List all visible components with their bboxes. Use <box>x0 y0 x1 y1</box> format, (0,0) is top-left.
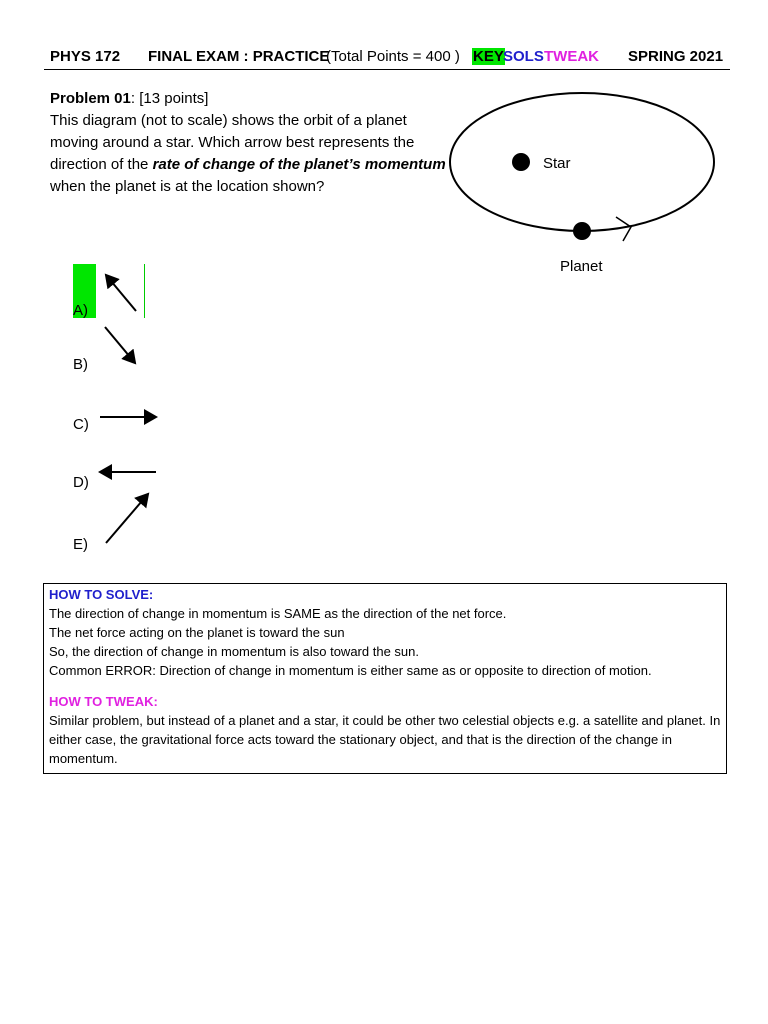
solve-line: So, the direction of change in momentum is also toward the sun. <box>49 644 419 659</box>
answer-choices <box>60 255 200 565</box>
spacer <box>49 680 721 692</box>
how-to-tweak-heading: HOW TO TWEAK: <box>49 694 158 709</box>
problem-points: : [13 points] <box>130 90 209 107</box>
star-dot <box>512 153 530 171</box>
key-tag: KEY <box>473 48 504 65</box>
course-code: PHYS 172 <box>50 48 121 65</box>
total-points: (Total Points = 400 ) <box>326 48 460 65</box>
problem-text-2: when the planet is at the location shown? <box>50 178 325 195</box>
how-to-solve-heading: HOW TO SOLVE: <box>49 587 154 602</box>
problem-text-1: This diagram (not to scale) shows the orbit of a planet moving around a star. Which arrow best represents the direction of the <box>50 112 415 173</box>
problem-statement <box>50 88 450 198</box>
arrow-e-up-right <box>106 494 148 543</box>
planet-dot <box>573 222 591 240</box>
exam-header <box>50 48 730 70</box>
sols-tag: SOLS <box>503 48 544 65</box>
orbit-ellipse <box>450 93 714 231</box>
star-label: Star <box>543 155 571 172</box>
solve-line: Common ERROR: Direction of change in momentum is either same as or opposite to direction of motion. <box>49 663 652 678</box>
arrow-a-up-left <box>106 275 136 311</box>
term: SPRING 2021 <box>628 48 724 65</box>
solve-line: The net force acting on the planet is toward the sun <box>49 625 345 640</box>
solve-line: The direction of change in momentum is SAME as the direction of the net force. <box>49 606 507 621</box>
header-divider <box>44 69 730 70</box>
arrow-b-down-right <box>105 327 135 363</box>
problem-title: Problem 01 <box>50 90 131 107</box>
tweak-text: Similar problem, but instead of a planet and a star, it could be other two celestial objects e.g. a satellite and planet. In either case, the gravitational force acts toward the stationary object, and that is the direction of the change in momentum. <box>49 713 721 766</box>
exam-title: FINAL EXAM : PRACTICE <box>148 48 330 65</box>
choice-c-label: C) <box>73 416 89 433</box>
tweak-tag: TWEAK <box>544 48 599 65</box>
orbit-diagram <box>440 88 730 288</box>
choice-a-label: A) <box>73 302 88 319</box>
solution-box <box>43 583 727 774</box>
choice-d-label: D) <box>73 474 89 491</box>
planet-label: Planet <box>560 258 603 275</box>
choice-e-label: E) <box>73 536 88 553</box>
problem-emphasis: rate of change of the planet’s momentum <box>152 156 446 173</box>
choice-b-label: B) <box>73 356 88 373</box>
